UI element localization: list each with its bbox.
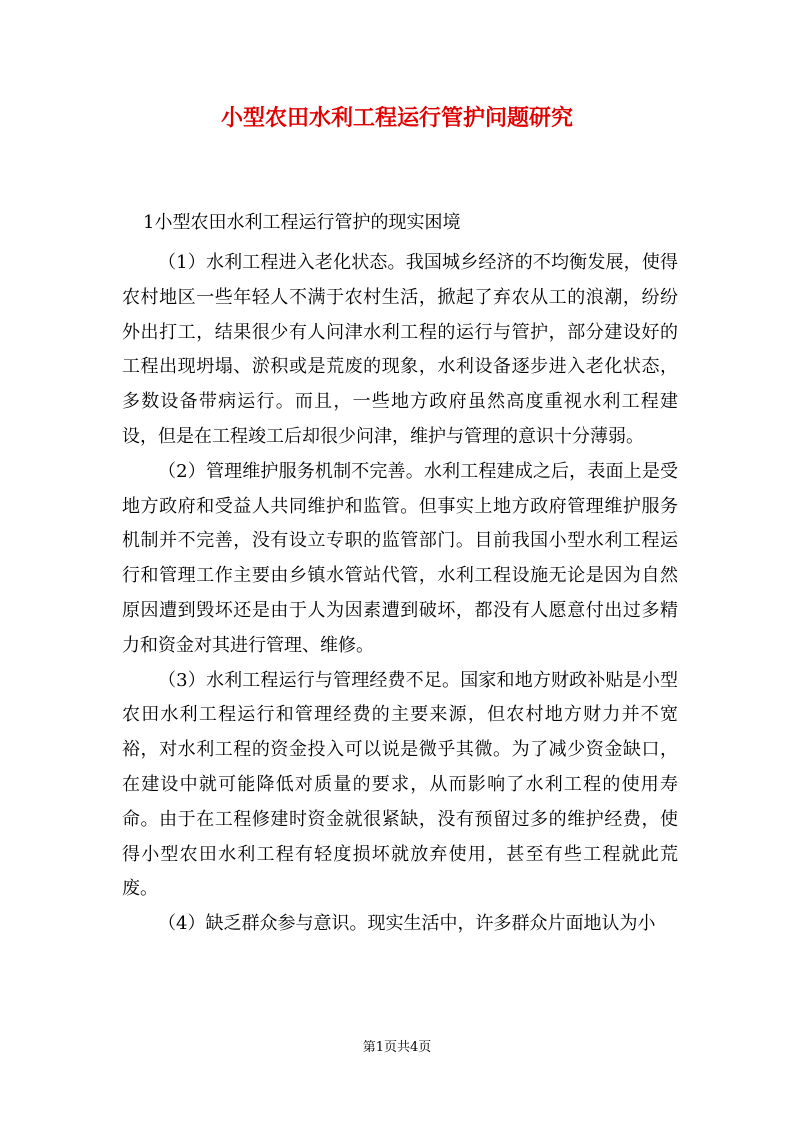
- document-body: [122, 246, 678, 942]
- document-title: 小型农田水利工程运行管护问题研究: [220, 105, 573, 131]
- paragraph-3: （3）水利工程运行与管理经费不足。国家和地方财政补贴是小型农田水利工程运行和管理经费的主要来源，但农村地方财力并不宽裕，对水利工程的资金投入可以说是微乎其微。为了减少资金缺口，在建设中就可能降低对质量的要求，从而影响了水利工程的使用寿命。由于在工程修建时资金就很紧缺，没有预留过多的维护经费，使得小型农田水利工程有轻度损坏就放弃使用，甚至有些工程就此荒废。: [122, 669, 678, 900]
- page-footer: 第1页共4页: [362, 1040, 432, 1055]
- section-heading: 1小型农田水利工程运行管护的现实困境: [143, 212, 461, 233]
- paragraph-2: （2）管理维护服务机制不完善。水利工程建成之后，表面上是受地方政府和受益人共同维护和监管。但事实上地方政府管理维护服务机制并不完善，没有设立专职的监管部门。目前我国小型水利工程运行和管理工作主要由乡镇水管站代管，水利工程设施无论是因为自然原因遭到毁坏还是由于人为因素遭到破坏，都没有人愿意付出过多精力和资金对其进行管理、维修。: [122, 460, 678, 656]
- paragraph-1: （1）水利工程进入老化状态。我国城乡经济的不均衡发展，使得农村地区一些年轻人不满于农村生活，掀起了弃农从工的浪潮，纷纷外出打工，结果很少有人问津水利工程的运行与管护，部分建设好的工程出现坍塌、淤积或是荒废的现象，水利设备逐步进入老化状态，多数设备带病运行。而且，一些地方政府虽然高度重视水利工程建设，但是在工程竣工后却很少问津，维护与管理的意识十分薄弱。: [122, 252, 678, 447]
- paragraph-4: （4）缺乏群众参与意识。现实生活中，许多群众片面地认为小: [158, 913, 656, 935]
